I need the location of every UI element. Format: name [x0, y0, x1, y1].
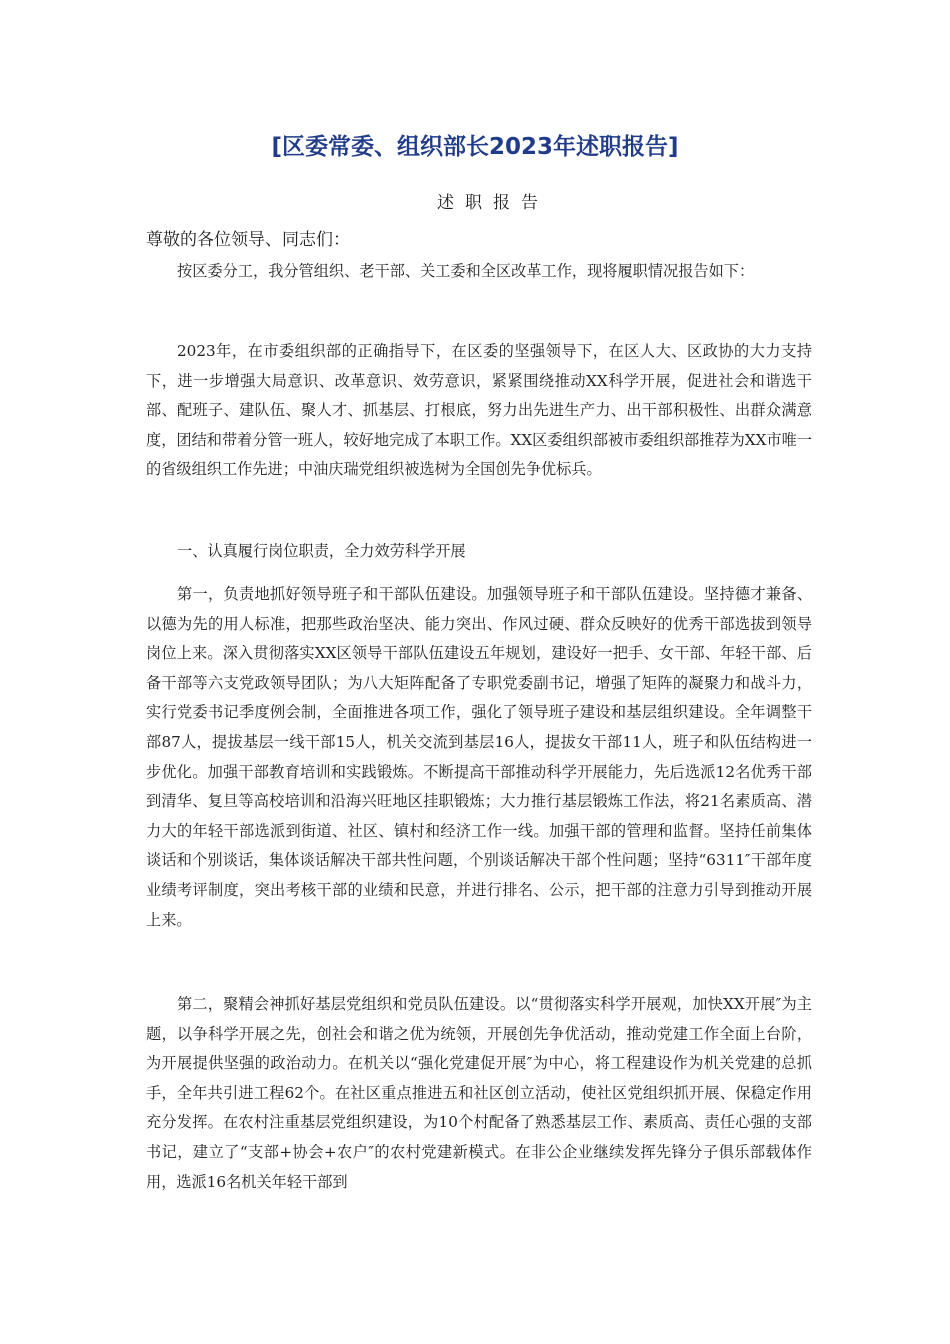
cadre-building-paragraph: 第一，负责地抓好领导班子和干部队伍建设。加强领导班子和干部队伍建设。坚持德才兼备、以德为先的用人标准，把那些政治坚决、能力突出、作风过硬、群众反映好的优秀干部选拔到领导岗位上来。深入贯彻落实XX区领导干部队伍建设五年规划，建设好一把手、女干部、年轻干部、后备干部等六支党政领导团队；为八大矩阵配备了专职党委副书记，增强了矩阵的凝聚力和战斗力，实行党委书记季度例会制，全面推进各项工作，强化了领导班子建设和基层组织建设。全年调整干部87人，提拔基层一线干部15人，机关交流到基层16人，提拔女干部11人，班子和队伍结构进一步优化。加强干部教育培训和实践锻炼。不断提高干部推动科学开展能力，先后选派12名优秀干部到清华、复旦等高校培训和沿海兴旺地区挂职锻炼；大力推行基层锻炼工作法，将21名素质高、潜力大的年轻干部选派到街道、社区、镇村和经济工作一线。加强干部的管理和监督。坚持任前集体谈话和个别谈话，集体谈话解决干部共性问题，个别谈话解决干部个性问题；坚持“6311″干部年度业绩考评制度，突出考核干部的业绩和民意，并进行排名、公示，把干部的注意力引导到推动开展上来。 — [146, 585, 812, 929]
summary-paragraph: 2023年，在市委组织部的正确指导下，在区委的坚强领导下，在区人大、区政协的大力支持下，进一步增强大局意识、改革意识、效劳意识，紧紧围绕推动XX科学开展，促进社会和谐选干部、配班子、建队伍、聚人才、抓基层、打根底，努力出先进生产力、出干部积极性、出群众满意度，团结和带着分管一班人，较好地完成了本职工作。XX区委组织部被市委组织部推荐为XX市唯一的省级组织工作先进；中油庆瑞党组织被选树为全国创先争优标兵。 — [146, 342, 812, 479]
section-heading: 一、认真履行岗位职责，全力效劳科学开展 — [177, 542, 466, 560]
document-subtitle: 述职报告 — [437, 193, 549, 213]
intro-paragraph: 按区委分工，我分管组织、老干部、关工委和全区改革工作，现将履职情况报告如下： — [177, 262, 755, 280]
document-title: [区委常委、组织部长2023年述职报告] — [271, 134, 679, 160]
salutation: 尊敬的各位领导、同志们： — [146, 230, 350, 250]
grassroots-party-paragraph: 第二，聚精会神抓好基层党组织和党员队伍建设。以“贯彻落实科学开展观，加快XX开展″为主题，以争科学开展之先，创社会和谐之优为统领，开展创先争优活动，推动党建工作全面上台阶，为开展提供坚强的政治动力。在机关以“强化党建促开展″为中心，将工程建设作为机关党建的总抓手，全年共引进工程62个。在社区重点推进五和社区创立活动，使社区党组织抓开展、保稳定作用充分发挥。在农村注重基层党组织建设，为10个村配备了熟悉基层工作、素质高、责任心强的支部书记，建立了“支部+协会+农户″的农村党建新模式。在非公企业继续发挥先锋分子俱乐部载体作用，选派16名机关年轻干部到 — [146, 995, 812, 1191]
